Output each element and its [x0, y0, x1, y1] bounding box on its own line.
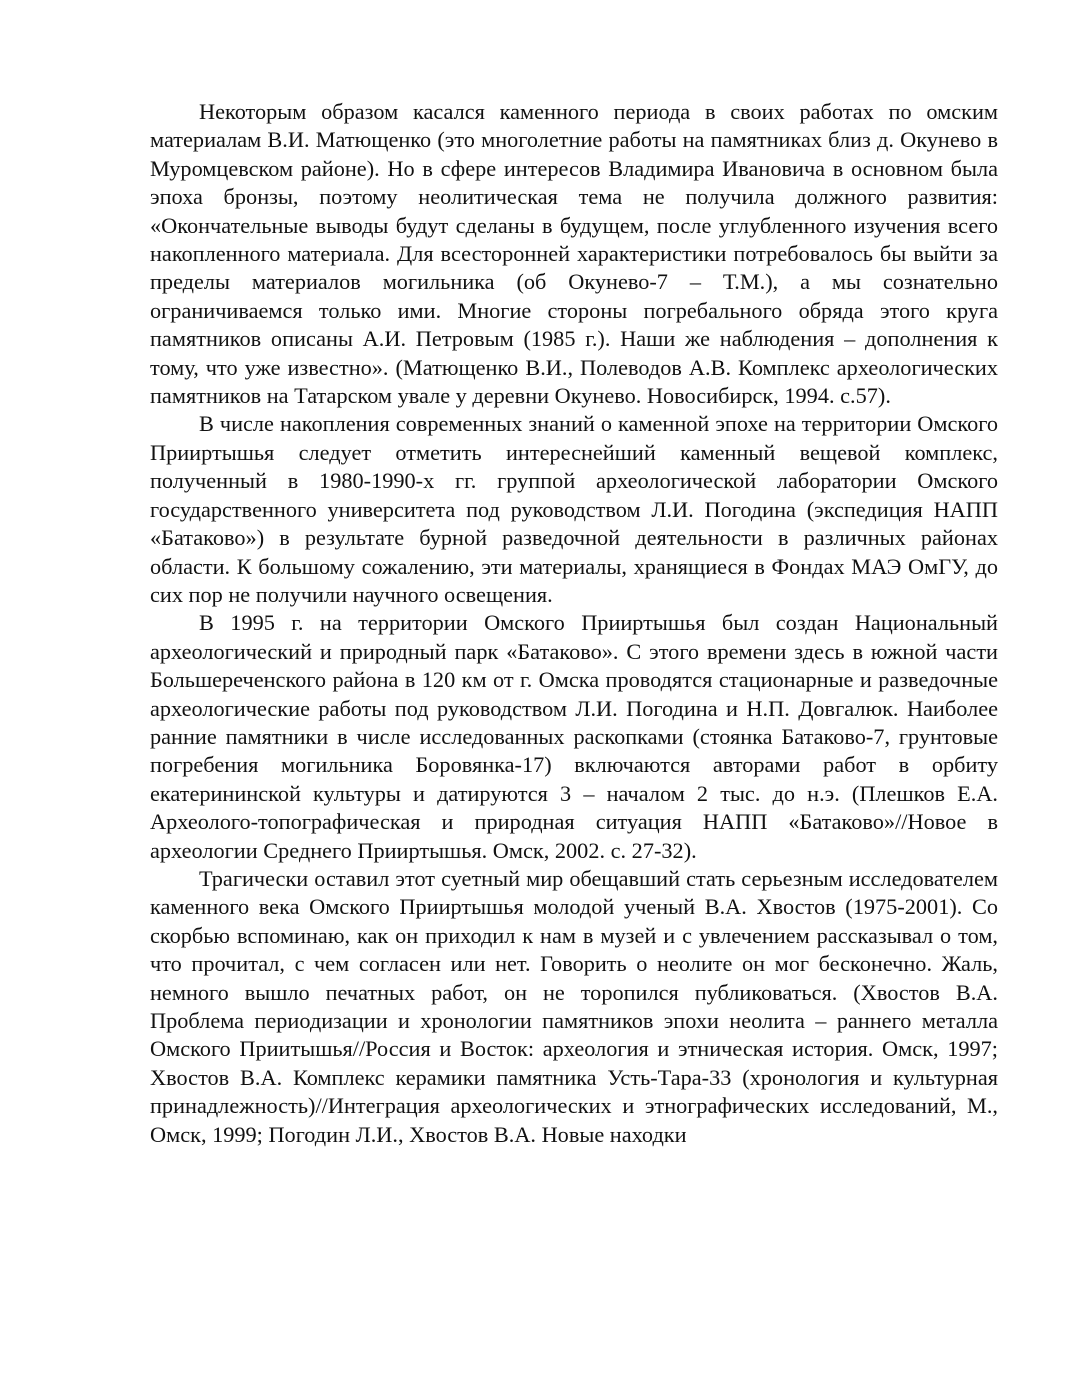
- paragraph-4: Трагически оставил этот суетный мир обещавший стать серьезным исследователем каменного века Омского Прииртышья молодой ученый В.А. Хвостов (1975-2001). Со скорбью вспоминаю, как он приходил к нам в музей и с увлечением рассказывал о том, что прочитал, с чем согласен или нет. Говорить о неолите он мог бесконечно. Жаль, немного вышло печатных работ, он не торопился публиковаться. (Хвостов В.А. Проблема периодизации и хронологии памятников эпохи неолита – раннего металла Омского Приитышья//Россия и Восток: археология и этническая история. Омск, 1997; Хвостов В.А. Комплекс керамики памятника Усть-Тара-33 (хронология и культурная принадлежность)//Интеграция археологических и этнографических исследований, М., Омск, 1999; Погодин Л.И., Хвостов В.А. Новые находки: [150, 865, 998, 1147]
- paragraph-1: Некоторым образом касался каменного периода в своих работах по омским материалам В.И. Матющенко (это многолетние работы на памятниках близ д. Окунево в Муромцевском районе). Но в сфере интересов Владимира Ивановича в основном была эпоха бронзы, поэтому неолитическая тема не получила должного развития: «Окончательные выводы будут сделаны в будущем, после углубленного изучения всего накопленного материала. Для всесторонней характеристики потребовалось бы выйти за пределы материалов могильника (об Окунево-7 – Т.М.), а мы сознательно ограничиваемся только ими. Многие стороны погребального обряда этого круга памятников описаны А.И. Петровым (1985 г.). Наши же наблюдения – дополнения к тому, что уже известно». (Матющенко В.И., Полеводов А.В. Комплекс археологических памятников на Татарском увале у деревни Окунево. Новосибирск, 1994. с.57).: [150, 99, 998, 409]
- paragraph-2: В числе накопления современных знаний о каменной эпохе на территории Омского Прииртышья следует отметить интереснейший каменный вещевой комплекс, полученный в 1980-1990-х гг. группой археологической лаборатории Омского государственного университета под руководством Л.И. Погодина (экспедиция НАПП «Батаково») в результате бурной разведочной деятельности в различных районах области. К большому сожалению, эти материалы, хранящиеся в Фондах МАЭ ОмГУ, до сих пор не получили научного освещения.: [150, 411, 998, 607]
- document-page: [150, 98, 998, 1149]
- paragraph-3: В 1995 г. на территории Омского Прииртышья был создан Национальный археологический и природный парк «Батаково». С этого времени здесь в южной части Большереченского района в 120 км от г. Омска проводятся стационарные и разведочные археологические работы под руководством Л.И. Погодина и Н.П. Довгалюк. Наиболее ранние памятники в числе исследованных раскопками (стоянка Батаково-7, грунтовые погребения могильника Боровянка-17) включаются авторами работ в орбиту екатерининской культуры и датируются 3 – началом 2 тыс. до н.э. (Плешков Е.А. Археолого-топографическая и природная ситуация НАПП «Батаково»//Новое в археологии Среднего Прииртышья. Омск, 2002. с. 27-32).: [150, 610, 998, 863]
